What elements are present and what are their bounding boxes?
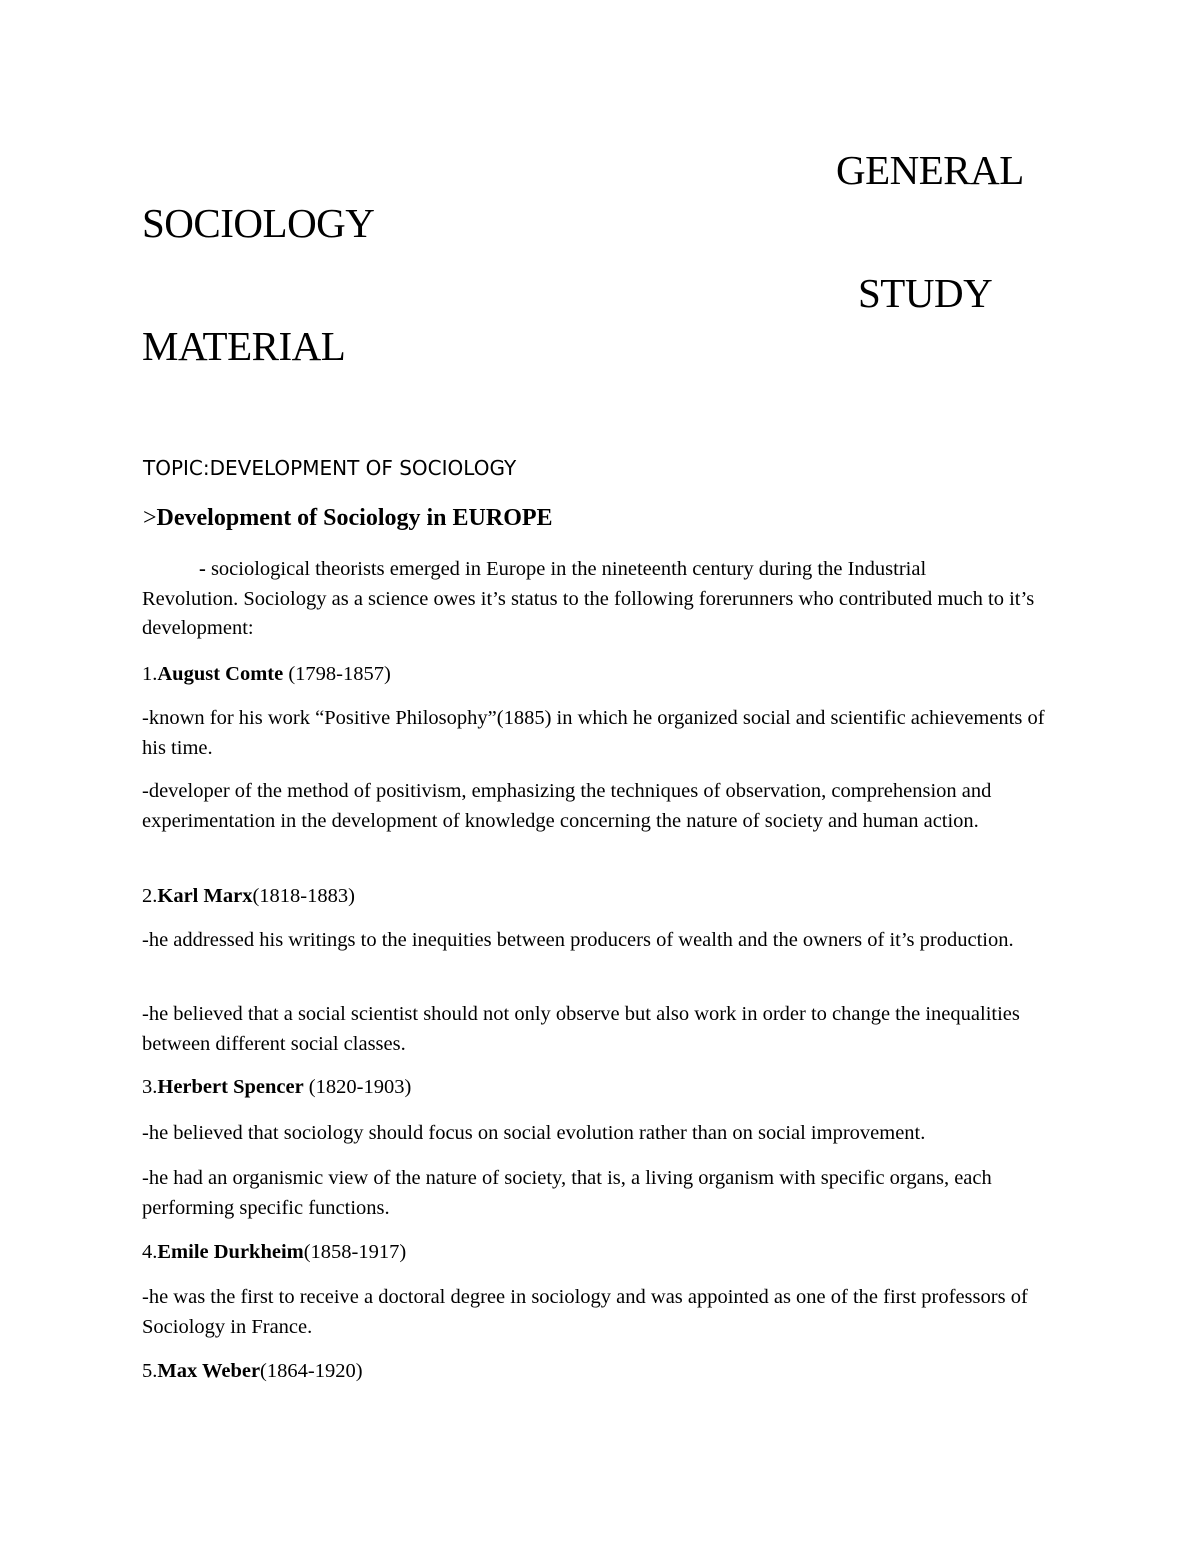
intro-rest: Revolution. Sociology as a science owes it’s status to the following forerunners who contributed much to it’s development: [142, 587, 1035, 639]
person-years: (1818-1883) [252, 885, 355, 907]
intro-dash: - [199, 558, 206, 580]
person-point: -developer of the method of positivism, emphasizing the techniques of observation, comprehension and experimentation in the development of knowledge concerning the nature of society and human action. [142, 780, 992, 832]
topic-heading: TOPIC:DEVELOPMENT OF SOCIOLOGY [143, 456, 517, 480]
person-name: Emile Durkheim [157, 1241, 304, 1263]
title-study: STUDY [858, 270, 993, 316]
person-point: -known for his work “Positive Philosophy”(1885) in which he organized social and scientific achievements of his time. [142, 707, 1045, 759]
section-heading-text: Development of Sociology in EUROPE [156, 505, 553, 531]
person-years: (1858-1917) [303, 1241, 407, 1263]
person-heading [142, 1357, 363, 1387]
title-material: MATERIAL [142, 323, 346, 369]
person-heading [142, 1238, 406, 1268]
person-name: Herbert Spencer [157, 1076, 304, 1098]
title-general: GENERAL [836, 147, 1024, 193]
person-heading [142, 1073, 411, 1103]
person-point: -he was the first to receive a doctoral degree in sociology and was appointed as one of the first professors of Sociology in France. [142, 1286, 1028, 1338]
person-years: (1798-1857) [283, 663, 391, 685]
person-heading [142, 660, 391, 690]
intro-paragraph [142, 555, 1062, 644]
section-heading [143, 506, 553, 530]
person-years: (1820-1903) [303, 1076, 412, 1098]
person-name: Max Weber [157, 1360, 261, 1382]
intro-line1: sociological theorists emerged in Europe in the nineteenth century during the Industrial [205, 558, 927, 580]
person-number: 4. [142, 1241, 158, 1263]
person-point: -he believed that a social scientist should not only observe but also work in order to change the inequalities between different social classes. [142, 1003, 1020, 1055]
person-name: Karl Marx [157, 885, 253, 907]
person-number: 5. [142, 1360, 158, 1382]
person-years: (1864-1920) [260, 1360, 363, 1382]
person-number: 2. [142, 885, 158, 907]
person-point: -he believed that sociology should focus on social evolution rather than on social improvement. [142, 1122, 926, 1144]
person-heading [142, 882, 355, 912]
section-prefix: > [143, 505, 157, 531]
title-sociology: SOCIOLOGY [142, 200, 375, 246]
person-name: August Comte [157, 663, 284, 685]
person-point: -he addressed his writings to the inequities between producers of wealth and the owners of it’s production. [142, 929, 1014, 951]
person-number: 1. [142, 663, 158, 685]
person-number: 3. [142, 1076, 158, 1098]
person-point: -he had an organismic view of the nature of society, that is, a living organism with specific organs, each performing specific functions. [142, 1167, 992, 1219]
